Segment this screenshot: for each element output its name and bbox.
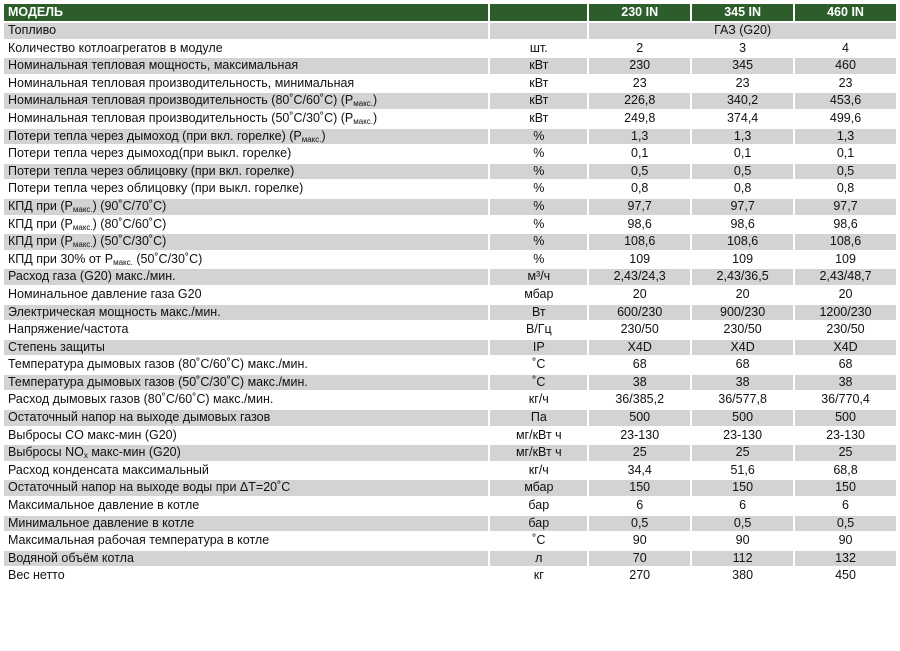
row-value: 230/50 xyxy=(795,322,896,338)
row-value: 36/770,4 xyxy=(795,392,896,408)
row-value: 25 xyxy=(795,445,896,461)
row-value: 25 xyxy=(692,445,793,461)
row-value: 3 xyxy=(692,41,793,57)
row-value: 0,5 xyxy=(692,164,793,180)
row-value: 23 xyxy=(795,76,896,92)
row-unit: шт. xyxy=(490,41,587,57)
row-label: Температура дымовых газов (50˚C/30˚C) макс./мин. xyxy=(4,375,488,391)
row-unit: % xyxy=(490,234,587,250)
row-label: Номинальная тепловая производительность, минимальная xyxy=(4,76,488,92)
table-row xyxy=(4,41,896,57)
row-value: 112 xyxy=(692,551,793,567)
row-unit: ˚C xyxy=(490,533,587,549)
row-value: 68 xyxy=(589,357,690,373)
row-value: 68 xyxy=(795,357,896,373)
row-value: 460 xyxy=(795,58,896,74)
row-label: Расход газа (G20) макс./мин. xyxy=(4,269,488,285)
row-unit: мг/кВт ч xyxy=(490,445,587,461)
row-value: 340,2 xyxy=(692,93,793,109)
table-row xyxy=(4,199,896,215)
model-header: МОДЕЛЬ xyxy=(4,4,488,21)
row-value: 450 xyxy=(795,568,896,584)
row-unit: л xyxy=(490,551,587,567)
row-label: КПД при $(P_{макс.})$ (50˚C/30˚C) xyxy=(4,234,488,250)
row-value: 374,4 xyxy=(692,111,793,127)
row-value: 900/230 xyxy=(692,305,793,321)
table-row xyxy=(4,463,896,479)
row-value: 97,7 xyxy=(692,199,793,215)
row-value: 68,8 xyxy=(795,463,896,479)
row-unit: мг/кВт ч xyxy=(490,428,587,444)
row-unit: % xyxy=(490,129,587,145)
table-row xyxy=(4,164,896,180)
table-row xyxy=(4,217,896,233)
fuel-label: Топливо xyxy=(4,23,488,39)
row-value: 108,6 xyxy=(795,234,896,250)
row-label: Максимальная рабочая температура в котле xyxy=(4,533,488,549)
row-value: 0,8 xyxy=(692,181,793,197)
row-unit: Па xyxy=(490,410,587,426)
row-value: 109 xyxy=(692,252,793,268)
row-label: Выбросы $NO_x$ макс-мин (G20) xyxy=(4,445,488,461)
row-label: Температура дымовых газов (80˚C/60˚C) макс./мин. xyxy=(4,357,488,373)
row-unit: бар xyxy=(490,516,587,532)
row-label: Потери тепла через дымоход(при выкл. горелке) xyxy=(4,146,488,162)
row-value: 0,8 xyxy=(795,181,896,197)
row-unit: ˚C xyxy=(490,375,587,391)
row-value: 500 xyxy=(589,410,690,426)
row-value: 90 xyxy=(692,533,793,549)
row-value: 453,6 xyxy=(795,93,896,109)
table-row xyxy=(4,111,896,127)
row-label: КПД при 30% от $P_{макс.}$ (50˚C/30˚C) xyxy=(4,252,488,268)
row-value: 38 xyxy=(589,375,690,391)
row-value: 230/50 xyxy=(589,322,690,338)
row-unit: % xyxy=(490,252,587,268)
row-label: Расход конденсата максимальный xyxy=(4,463,488,479)
table-row xyxy=(4,445,896,461)
table-row xyxy=(4,287,896,303)
row-value: 23 xyxy=(692,76,793,92)
row-value: 4 xyxy=(795,41,896,57)
table-row xyxy=(4,392,896,408)
table-row xyxy=(4,93,896,109)
row-value: 97,7 xyxy=(795,199,896,215)
row-value: 68 xyxy=(692,357,793,373)
row-unit: IP xyxy=(490,340,587,356)
row-label: Выбросы CO макс-мин (G20) xyxy=(4,428,488,444)
table-row xyxy=(4,129,896,145)
row-value: 0,1 xyxy=(692,146,793,162)
row-label: Напряжение/частота xyxy=(4,322,488,338)
row-value: 1200/230 xyxy=(795,305,896,321)
row-value: 500 xyxy=(692,410,793,426)
row-value: 98,6 xyxy=(692,217,793,233)
row-value: 51,6 xyxy=(692,463,793,479)
row-value: 230 xyxy=(589,58,690,74)
table-row xyxy=(4,269,896,285)
table-row xyxy=(4,252,896,268)
row-value: 23-130 xyxy=(692,428,793,444)
table-row xyxy=(4,357,896,373)
table-row xyxy=(4,498,896,514)
table-row xyxy=(4,146,896,162)
row-value: 0,8 xyxy=(589,181,690,197)
row-label: Расход дымовых газов (80˚C/60˚C) макс./мин. xyxy=(4,392,488,408)
row-value: 20 xyxy=(589,287,690,303)
row-value: 226,8 xyxy=(589,93,690,109)
row-value: 0,5 xyxy=(795,164,896,180)
row-unit: мбар xyxy=(490,480,587,496)
table-row xyxy=(4,322,896,338)
row-value: 1,3 xyxy=(589,129,690,145)
table-row xyxy=(4,480,896,496)
row-unit: % xyxy=(490,181,587,197)
row-value: 150 xyxy=(692,480,793,496)
row-unit: кВт xyxy=(490,76,587,92)
row-value: 500 xyxy=(795,410,896,426)
row-unit: % xyxy=(490,164,587,180)
row-label: Водяной объём котла xyxy=(4,551,488,567)
row-value: 2,43/48,7 xyxy=(795,269,896,285)
row-unit: кВт xyxy=(490,93,587,109)
row-value: 0,5 xyxy=(589,164,690,180)
row-value: 23-130 xyxy=(589,428,690,444)
row-unit: ˚C xyxy=(490,357,587,373)
row-label: Остаточный напор на выходе дымовых газов xyxy=(4,410,488,426)
row-label: Минимальное давление в котле xyxy=(4,516,488,532)
table-row xyxy=(4,305,896,321)
row-label: Потери тепла через облицовку (при выкл. горелке) xyxy=(4,181,488,197)
fuel-value: ГАЗ (G20) xyxy=(589,23,896,39)
row-value: 38 xyxy=(692,375,793,391)
model-345-header: 345 IN xyxy=(692,4,793,21)
model-230-header: 230 IN xyxy=(589,4,690,21)
row-value: 2,43/24,3 xyxy=(589,269,690,285)
table-row xyxy=(4,568,896,584)
row-value: 98,6 xyxy=(795,217,896,233)
row-unit: % xyxy=(490,217,587,233)
row-value: 38 xyxy=(795,375,896,391)
row-label: Максимальное давление в котле xyxy=(4,498,488,514)
row-value: 6 xyxy=(692,498,793,514)
row-value: 249,8 xyxy=(589,111,690,127)
row-label: Степень защиты xyxy=(4,340,488,356)
row-value: 2,43/36,5 xyxy=(692,269,793,285)
row-value: 20 xyxy=(795,287,896,303)
table-row xyxy=(4,76,896,92)
row-label: Остаточный напор на выходе воды при ΔT=20˚C xyxy=(4,480,488,496)
row-unit: мбар xyxy=(490,287,587,303)
row-label: Вес нетто xyxy=(4,568,488,584)
row-label: Номинальная тепловая производительность (50˚C/30˚C) $(P_{макс.})$ xyxy=(4,111,488,127)
row-value: 2 xyxy=(589,41,690,57)
table-row xyxy=(4,516,896,532)
row-value: 23 xyxy=(589,76,690,92)
row-value: 499,6 xyxy=(795,111,896,127)
row-unit: кг/ч xyxy=(490,463,587,479)
row-value: 0,5 xyxy=(795,516,896,532)
table-row xyxy=(4,340,896,356)
row-value: 270 xyxy=(589,568,690,584)
row-value: 230/50 xyxy=(692,322,793,338)
row-value: 380 xyxy=(692,568,793,584)
row-value: 23-130 xyxy=(795,428,896,444)
row-label: Номинальная тепловая мощность, максимальная xyxy=(4,58,488,74)
row-label: КПД при $(P_{макс.})$ (90˚C/70˚C) xyxy=(4,199,488,215)
row-label: Потери тепла через дымоход (при вкл. горелке) $(P_{макс.})$ xyxy=(4,129,488,145)
header-row xyxy=(4,4,896,21)
table-row xyxy=(4,551,896,567)
row-label: Номинальное давление газа G20 xyxy=(4,287,488,303)
unit-header xyxy=(490,4,587,21)
row-unit: кВт xyxy=(490,111,587,127)
row-label: Электрическая мощность макс./мин. xyxy=(4,305,488,321)
row-value: 90 xyxy=(795,533,896,549)
row-value: 600/230 xyxy=(589,305,690,321)
row-value: 34,4 xyxy=(589,463,690,479)
row-value: 97,7 xyxy=(589,199,690,215)
row-unit: Вт xyxy=(490,305,587,321)
fuel-unit xyxy=(490,23,587,39)
row-value: 6 xyxy=(795,498,896,514)
row-value: 345 xyxy=(692,58,793,74)
spec-table xyxy=(2,2,898,586)
row-value: 90 xyxy=(589,533,690,549)
row-value: 1,3 xyxy=(795,129,896,145)
row-value: 0,1 xyxy=(589,146,690,162)
row-value: 36/385,2 xyxy=(589,392,690,408)
table-row xyxy=(4,533,896,549)
row-value: 98,6 xyxy=(589,217,690,233)
row-value: 1,3 xyxy=(692,129,793,145)
table-row xyxy=(4,58,896,74)
table-row xyxy=(4,428,896,444)
row-value: 150 xyxy=(795,480,896,496)
row-value: 109 xyxy=(795,252,896,268)
row-value: 25 xyxy=(589,445,690,461)
row-unit: кг xyxy=(490,568,587,584)
row-unit: м³/ч xyxy=(490,269,587,285)
row-unit: % xyxy=(490,146,587,162)
row-value: 6 xyxy=(589,498,690,514)
row-value: 108,6 xyxy=(692,234,793,250)
row-value: 132 xyxy=(795,551,896,567)
row-unit: В/Гц xyxy=(490,322,587,338)
row-value: 109 xyxy=(589,252,690,268)
row-unit: кг/ч xyxy=(490,392,587,408)
row-value: 20 xyxy=(692,287,793,303)
row-label: Номинальная тепловая производительность (80˚C/60˚C) $(P_{макс.})$ xyxy=(4,93,488,109)
row-value: 70 xyxy=(589,551,690,567)
model-460-header: 460 IN xyxy=(795,4,896,21)
fuel-row xyxy=(4,23,896,39)
row-value: X4D xyxy=(589,340,690,356)
row-value: 0,5 xyxy=(589,516,690,532)
row-unit: бар xyxy=(490,498,587,514)
row-value: 0,1 xyxy=(795,146,896,162)
row-value: 108,6 xyxy=(589,234,690,250)
row-value: 0,5 xyxy=(692,516,793,532)
row-value: X4D xyxy=(795,340,896,356)
row-value: X4D xyxy=(692,340,793,356)
row-unit: % xyxy=(490,199,587,215)
table-row xyxy=(4,375,896,391)
row-value: 150 xyxy=(589,480,690,496)
row-label: Количество котлоагрегатов в модуле xyxy=(4,41,488,57)
row-label: КПД при $(P_{макс.})$ (80˚C/60˚C) xyxy=(4,217,488,233)
row-unit: кВт xyxy=(490,58,587,74)
table-row xyxy=(4,234,896,250)
table-row xyxy=(4,181,896,197)
row-value: 36/577,8 xyxy=(692,392,793,408)
row-label: Потери тепла через облицовку (при вкл. горелке) xyxy=(4,164,488,180)
table-row xyxy=(4,410,896,426)
